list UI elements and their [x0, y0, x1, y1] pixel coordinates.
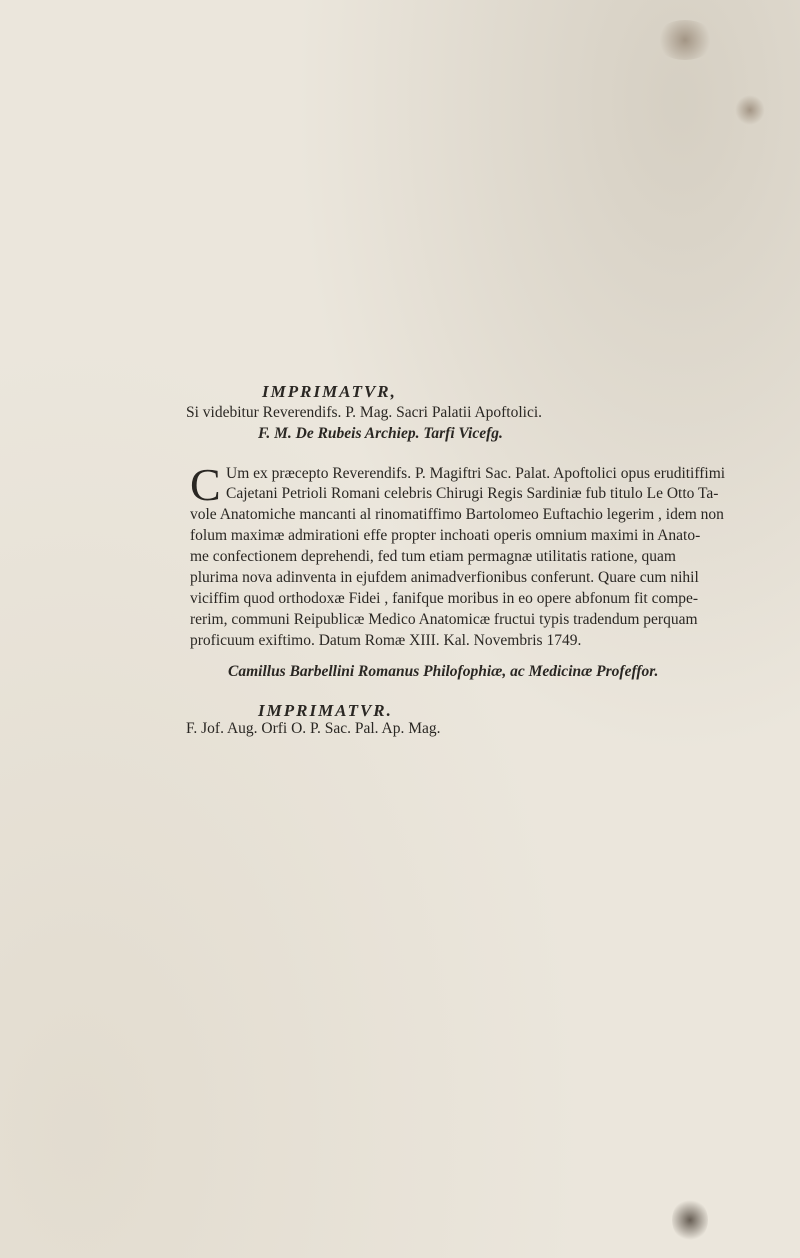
imprimatur-signature: F. M. De Rubeis Archiep. Tarfi Vicefg.: [258, 425, 503, 442]
imprimatur-2-line: F. Jof. Aug. Orfi O. P. Sac. Pal. Ap. Mag.: [186, 720, 441, 737]
approval-line-9: proficuum exiftimo. Datum Romæ XIII. Kal. Novembris 1749.: [190, 632, 582, 649]
approval-line-3: vole Anatomiche mancanti al rinomatiffimo Bartolomeo Euftachio legerim , idem non: [190, 506, 724, 523]
imprimatur-heading-2: IMPRIMATVR.: [258, 701, 393, 720]
approval-line-5: me confectionem deprehendi, fed tum etiam permagnæ utilitatis ratione, quam: [190, 548, 676, 565]
approval-line-7: viciffim quod orthodoxæ Fidei , fanifque moribus in eo opere abfonum fit compe-: [190, 590, 699, 607]
ink-stain: [672, 1198, 708, 1242]
approval-line-4: folum maximæ admirationi effe propter inchoati operis omnium maximi in Anato-: [190, 527, 701, 544]
approval-signature: Camillus Barbellini Romanus Philofophiæ, ac Medicinæ Profeffor.: [228, 663, 659, 680]
drop-cap-initial: C: [190, 459, 221, 510]
imprimatur-request-line: Si videbitur Reverendifs. P. Mag. Sacri Palatii Apoftolici.: [186, 404, 543, 421]
approval-line-1: Um ex præcepto Reverendifs. P. Magiftri Sac. Palat. Apoftolici opus eruditiffimi: [226, 465, 726, 482]
approval-line-6: plurima nova adinventa in ejufdem animadverfionibus conferunt. Quare cum nihil: [190, 569, 699, 586]
approval-line-2: Cajetani Petrioli Romani celebris Chirugi Regis Sardiniæ fub titulo Le Otto Ta-: [226, 485, 719, 502]
ink-stain: [735, 95, 765, 125]
ink-stain: [655, 20, 715, 60]
imprimatur-heading: IMPRIMATVR,: [262, 382, 397, 401]
approval-line-8: rerim, communi Reipublicæ Medico Anatomicæ fructui typis tradendum perquam: [190, 611, 698, 628]
